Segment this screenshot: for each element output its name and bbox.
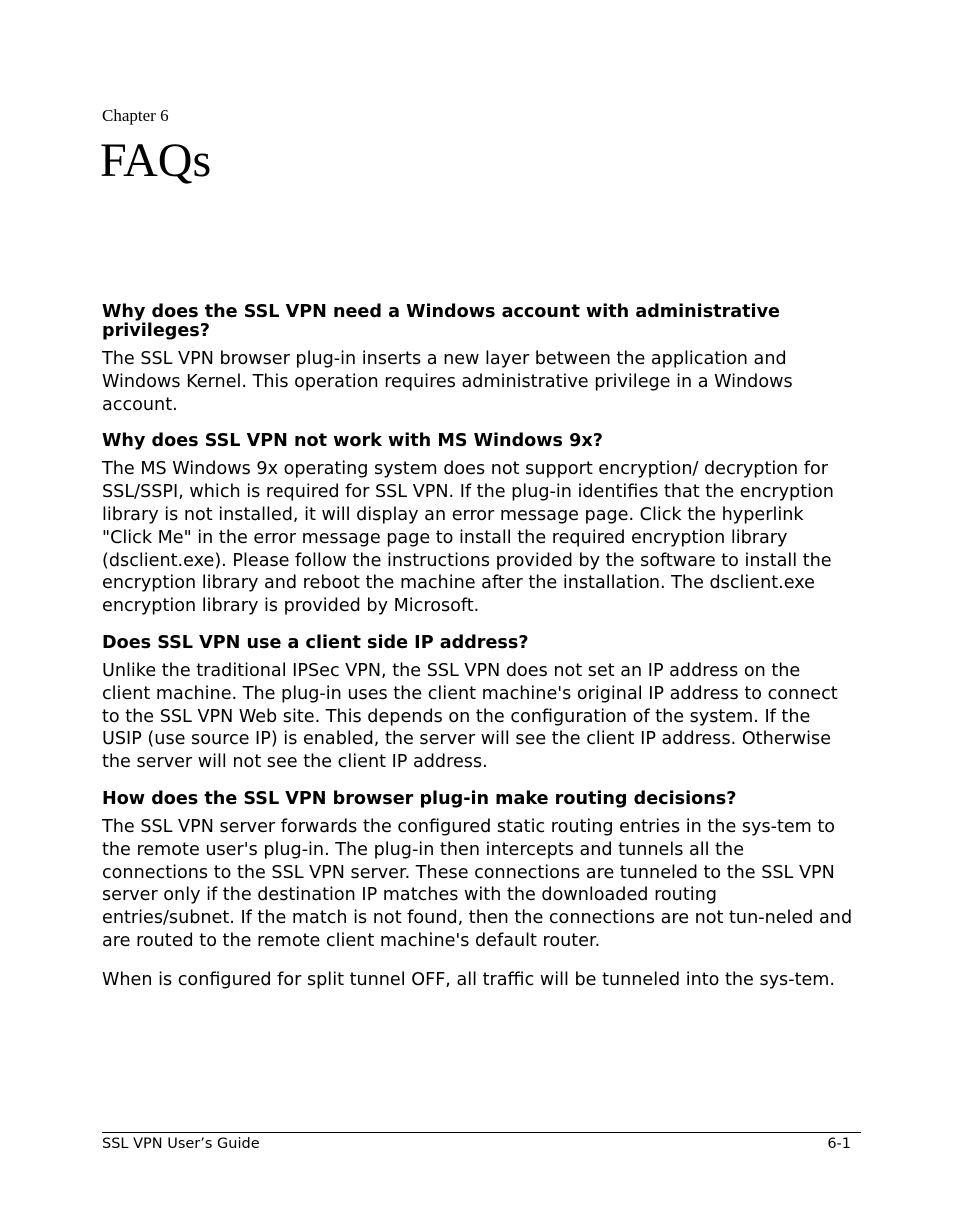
faq-question: Does SSL VPN use a client side IP address?	[102, 632, 529, 653]
footer-guide-title: SSL VPN User’s Guide	[102, 1136, 260, 1152]
faq-answer: When is configured for split tunnel OFF, all traffic will be tunneled into the sys-tem.	[102, 969, 836, 990]
footer-page-number: 6-1	[827, 1136, 851, 1152]
faq-list	[102, 303, 854, 1008]
faq-question: Why does the SSL VPN need a Windows account with administrative privileges?	[102, 302, 780, 341]
faq-answer: The SSL VPN browser plug-in inserts a new layer between the application and Windows Kernel. This operation requires administrative privilege in a Windows account.	[102, 349, 793, 415]
faq-item	[102, 634, 854, 774]
faq-answer: The SSL VPN server forwards the configured static routing entries in the sys-tem to the remote user's plug-in. The plug-in then intercepts and tunnels all the connections to the SSL VPN server. These connections are tunneled to the SSL VPN server only if the destination IP matches with the downloaded routing entries/subnet. If the match is not found, then the connections are not tun-neled and are routed to the remote client machine's default router.	[102, 816, 853, 951]
chapter-title: FAQs	[100, 134, 212, 187]
faq-answer: Unlike the traditional IPSec VPN, the SSL VPN does not set an IP address on the client machine. The plug-in uses the client machine's original IP address to connect to the SSL VPN Web site. This depends on the configuration of the system. If the USIP (use source IP) is enabled, the server will see the client IP address. Otherwise the server will not see the client IP address.	[102, 660, 838, 773]
faq-item	[102, 303, 854, 416]
faq-item	[102, 432, 854, 618]
faq-question: How does the SSL VPN browser plug-in make routing decisions?	[102, 788, 737, 809]
faq-item	[102, 790, 854, 992]
chapter-label: Chapter 6	[102, 106, 169, 125]
footer-divider	[102, 1132, 861, 1133]
faq-answer: The MS Windows 9x operating system does not support encryption/ decryption for SSL/SSPI, which is required for SSL VPN. If the plug-in identifies that the encryption library is not installed, it will display an error message page. Click the hyperlink "Click Me" in the error message page to install the required encryption library (dsclient.exe). Please follow the instructions provided by the software to install the encryption library and reboot the machine after the installation. The dsclient.exe encryption library is provided by Microsoft.	[102, 459, 834, 617]
faq-question: Why does SSL VPN not work with MS Windows 9x?	[102, 431, 603, 452]
